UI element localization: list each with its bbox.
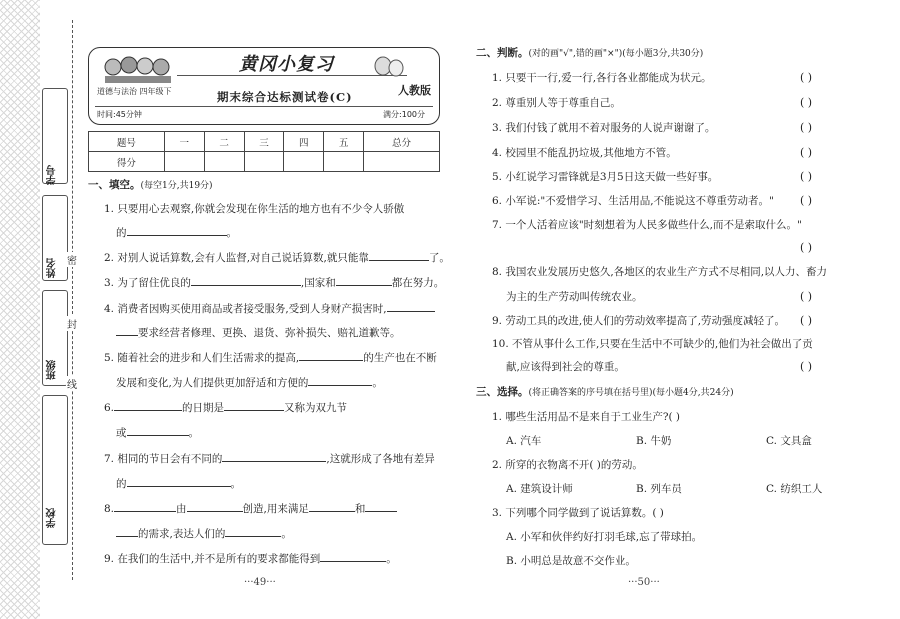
answer-paren[interactable]: ( ) <box>800 121 813 134</box>
score-cell[interactable] <box>324 152 364 172</box>
score-cell[interactable] <box>284 152 324 172</box>
question-4-cont <box>116 326 401 340</box>
header-divider <box>95 106 433 107</box>
answer-blank[interactable] <box>116 326 138 336</box>
section-title: 二、判断。 <box>476 47 529 59</box>
answer-blank[interactable] <box>365 502 397 512</box>
question-1-cont <box>116 226 237 240</box>
text: 6. <box>104 402 115 414</box>
table-row <box>89 152 440 172</box>
question-8 <box>104 502 397 516</box>
answer-paren[interactable]: ( ) <box>800 71 813 84</box>
score-cell[interactable] <box>364 152 440 172</box>
question-5-cont <box>116 376 383 390</box>
exam-title: 期末综合达标测试卷(C) <box>217 90 353 104</box>
answer-paren[interactable]: ( ) <box>800 360 813 373</box>
seal-mark-xian: 线 <box>66 376 78 391</box>
text: 由 <box>176 503 187 515</box>
choice-option[interactable]: A. 建筑设计师 <box>506 483 573 495</box>
children-logo-icon <box>103 54 173 84</box>
answer-blank[interactable] <box>309 502 355 512</box>
student-id-label: 学号 <box>47 165 58 185</box>
exam-time: 时间:45分钟 <box>97 110 142 119</box>
text: 发展和变化,为人们提供更加舒适和方便的 <box>116 377 309 389</box>
choice-question: 3. 下列哪个同学做到了说话算数。( ) <box>492 507 664 519</box>
cut-line <box>72 20 73 580</box>
table-cell: 三 <box>244 132 284 152</box>
table-cell: 四 <box>284 132 324 152</box>
text: 。 <box>188 427 199 439</box>
answer-paren[interactable]: ( ) <box>800 290 813 303</box>
page-number-right: ···50··· <box>628 577 660 588</box>
school-label: 学校 <box>47 508 58 528</box>
table-cell: 五 <box>324 132 364 152</box>
text: 8. <box>104 503 115 515</box>
question-6 <box>104 401 347 415</box>
section-note: (将正确答案的序号填在括号里)(每小题4分,共24分) <box>528 388 734 398</box>
text: 的日期是 <box>182 402 225 414</box>
question-7 <box>104 452 435 466</box>
text: 4. 消费者因购买使用商品或者接受服务,受到人身财产损害时, <box>104 303 387 315</box>
table-cell: 一 <box>164 132 204 152</box>
judge-item: 5. 小红说学习雷锋就是3月5日这天做一些好事。 <box>492 171 719 183</box>
score-cell[interactable] <box>164 152 204 172</box>
table-row <box>89 132 440 152</box>
judge-item: 7. 一个人活着应该"时刻想着为人民多做些什么,而不是索取什么。" <box>492 219 802 231</box>
choice-question: 1. 哪些生活用品不是来自于工业生产?( ) <box>492 411 681 423</box>
section-1-heading <box>88 178 213 193</box>
text: ,国家和 <box>300 277 336 289</box>
answer-blank[interactable] <box>114 401 182 411</box>
subject-grade: 道德与法治 四年级下 <box>97 87 172 96</box>
judge-item: 6. 小军说:"不爱惜学习、生活用品,不能说这不尊重劳动者。" <box>492 195 774 207</box>
table-cell: 题号 <box>89 132 165 152</box>
text: 3. 为了留住优良的 <box>104 277 191 289</box>
choice-question: 2. 所穿的衣物离不开( )的劳动。 <box>492 459 643 471</box>
answer-blank[interactable] <box>369 251 429 261</box>
answer-blank[interactable] <box>320 552 386 562</box>
section-2-heading <box>476 46 703 61</box>
text: 。 <box>230 478 241 490</box>
choice-option[interactable]: C. 文具盒 <box>766 435 812 447</box>
text: 9. 在我们的生活中,并不是所有的要求都能得到 <box>104 553 321 565</box>
question-1: 1. 只要用心去观察,你就会发现在你生活的地方也有不少令人骄傲 <box>104 203 405 215</box>
seal-mark-mi: 密 <box>66 252 78 267</box>
question-6-cont <box>116 426 199 440</box>
text: 了。 <box>428 252 450 264</box>
answer-blank[interactable] <box>116 527 138 537</box>
answer-blank[interactable] <box>127 226 227 236</box>
text: 要求经营者修理、更换、退货、弥补损失、赔礼道歉等。 <box>138 327 401 339</box>
answer-blank[interactable] <box>191 276 301 286</box>
answer-paren[interactable]: ( ) <box>800 96 813 109</box>
question-5 <box>104 351 437 365</box>
score-table <box>88 131 440 172</box>
text: 或 <box>116 427 127 439</box>
choice-option[interactable]: A. 小军和伙伴约好打羽毛球,忘了带球拍。 <box>506 531 703 543</box>
table-cell: 总分 <box>364 132 440 152</box>
choice-option[interactable]: B. 列车员 <box>636 483 682 495</box>
answer-blank[interactable] <box>127 477 231 487</box>
question-8-cont <box>116 527 292 541</box>
judge-item: 1. 只要干一行,爱一行,各行各业都能成为状元。 <box>492 72 712 84</box>
answer-blank[interactable] <box>308 376 372 386</box>
answer-blank[interactable] <box>387 302 435 312</box>
text: 又称为双九节 <box>284 402 348 414</box>
judge-item-cont: 献,应该得到社会的尊重。 <box>506 361 625 373</box>
judge-item: 9. 劳动工具的改进,使人们的劳动效率提高了,劳动强度减轻了。 <box>492 315 786 327</box>
table-cell: 二 <box>204 132 244 152</box>
answer-blank[interactable] <box>224 401 284 411</box>
choice-option[interactable]: C. 纺织工人 <box>766 483 823 495</box>
answer-paren[interactable]: ( ) <box>800 241 813 254</box>
text: 都在努力。 <box>391 277 445 289</box>
score-cell[interactable] <box>244 152 284 172</box>
question-9 <box>104 552 397 566</box>
text: 的生产也在不断 <box>363 352 437 364</box>
section-title: 三、选择。 <box>476 386 529 398</box>
text: 的 <box>116 227 127 239</box>
answer-paren[interactable]: ( ) <box>800 170 813 183</box>
exam-header <box>88 47 440 125</box>
choice-option[interactable]: A. 汽车 <box>506 435 542 447</box>
answer-paren[interactable]: ( ) <box>800 146 813 159</box>
answer-blank[interactable] <box>127 426 189 436</box>
answer-blank[interactable] <box>187 502 243 512</box>
page-number-left: ···49··· <box>244 577 276 588</box>
full-score: 满分:100分 <box>383 110 425 119</box>
brand-title: 黄冈小复习 <box>239 54 334 75</box>
choice-option[interactable]: B. 小明总是故意不交作业。 <box>506 555 636 567</box>
section-title: 一、填空。 <box>88 179 141 191</box>
text: 的 <box>116 478 127 490</box>
score-cell[interactable] <box>204 152 244 172</box>
seal-mark-feng: 封 <box>66 316 78 331</box>
answer-paren[interactable]: ( ) <box>800 194 813 207</box>
answer-blank[interactable] <box>114 502 176 512</box>
text: 创造,用来满足 <box>242 503 309 515</box>
text: 。 <box>386 553 397 565</box>
table-cell: 得分 <box>89 152 165 172</box>
question-7-cont <box>116 477 241 491</box>
text: 。 <box>372 377 383 389</box>
section-3-heading <box>476 385 734 400</box>
text: 和 <box>354 503 366 515</box>
section-note: (对的画"√",错的画"×")(每小题3分,共30分) <box>528 49 704 59</box>
judge-item: 3. 我们付钱了就用不着对服务的人说声谢谢了。 <box>492 122 716 134</box>
text: ,这就形成了各地有差异 <box>326 453 435 465</box>
text: 。 <box>281 528 292 540</box>
choice-option[interactable]: B. 牛奶 <box>636 435 672 447</box>
class-label: 班级 <box>47 360 58 380</box>
text: 7. 相同的节日会有不同的 <box>104 453 223 465</box>
judge-item: 4. 校园里不能乱扔垃圾,其他地方不管。 <box>492 147 677 159</box>
judge-item-cont: 为主的生产劳动叫传统农业。 <box>506 291 643 303</box>
answer-blank[interactable] <box>225 527 281 537</box>
name-label: 姓名 <box>47 258 58 278</box>
question-4 <box>104 302 435 316</box>
balloon-icon <box>369 56 409 80</box>
answer-blank[interactable] <box>299 351 363 361</box>
answer-blank[interactable] <box>336 276 392 286</box>
judge-item: 2. 尊重别人等于尊重自己。 <box>492 97 621 109</box>
question-3 <box>104 276 444 290</box>
judge-item: 8. 我国农业发展历史悠久,各地区的农业生产方式不尽相同,以人力、畜力 <box>492 266 828 278</box>
section-note: (每空1分,共19分) <box>140 181 213 191</box>
text: 5. 随着社会的进步和人们生活需求的提高, <box>104 352 300 364</box>
answer-paren[interactable]: ( ) <box>800 314 813 327</box>
judge-item: 10. 不管从事什么工作,只要在生活中不可缺少的,他们为社会做出了贡 <box>492 338 813 350</box>
answer-blank[interactable] <box>222 452 326 462</box>
question-2 <box>104 251 450 265</box>
edition-label: 人教版 <box>398 84 431 97</box>
text: 。 <box>226 227 237 239</box>
text: 2. 对别人说话算数,会有人监督,对自己说话算数,就只能靠 <box>104 252 369 264</box>
text: 的需求,表达人们的 <box>138 528 226 540</box>
